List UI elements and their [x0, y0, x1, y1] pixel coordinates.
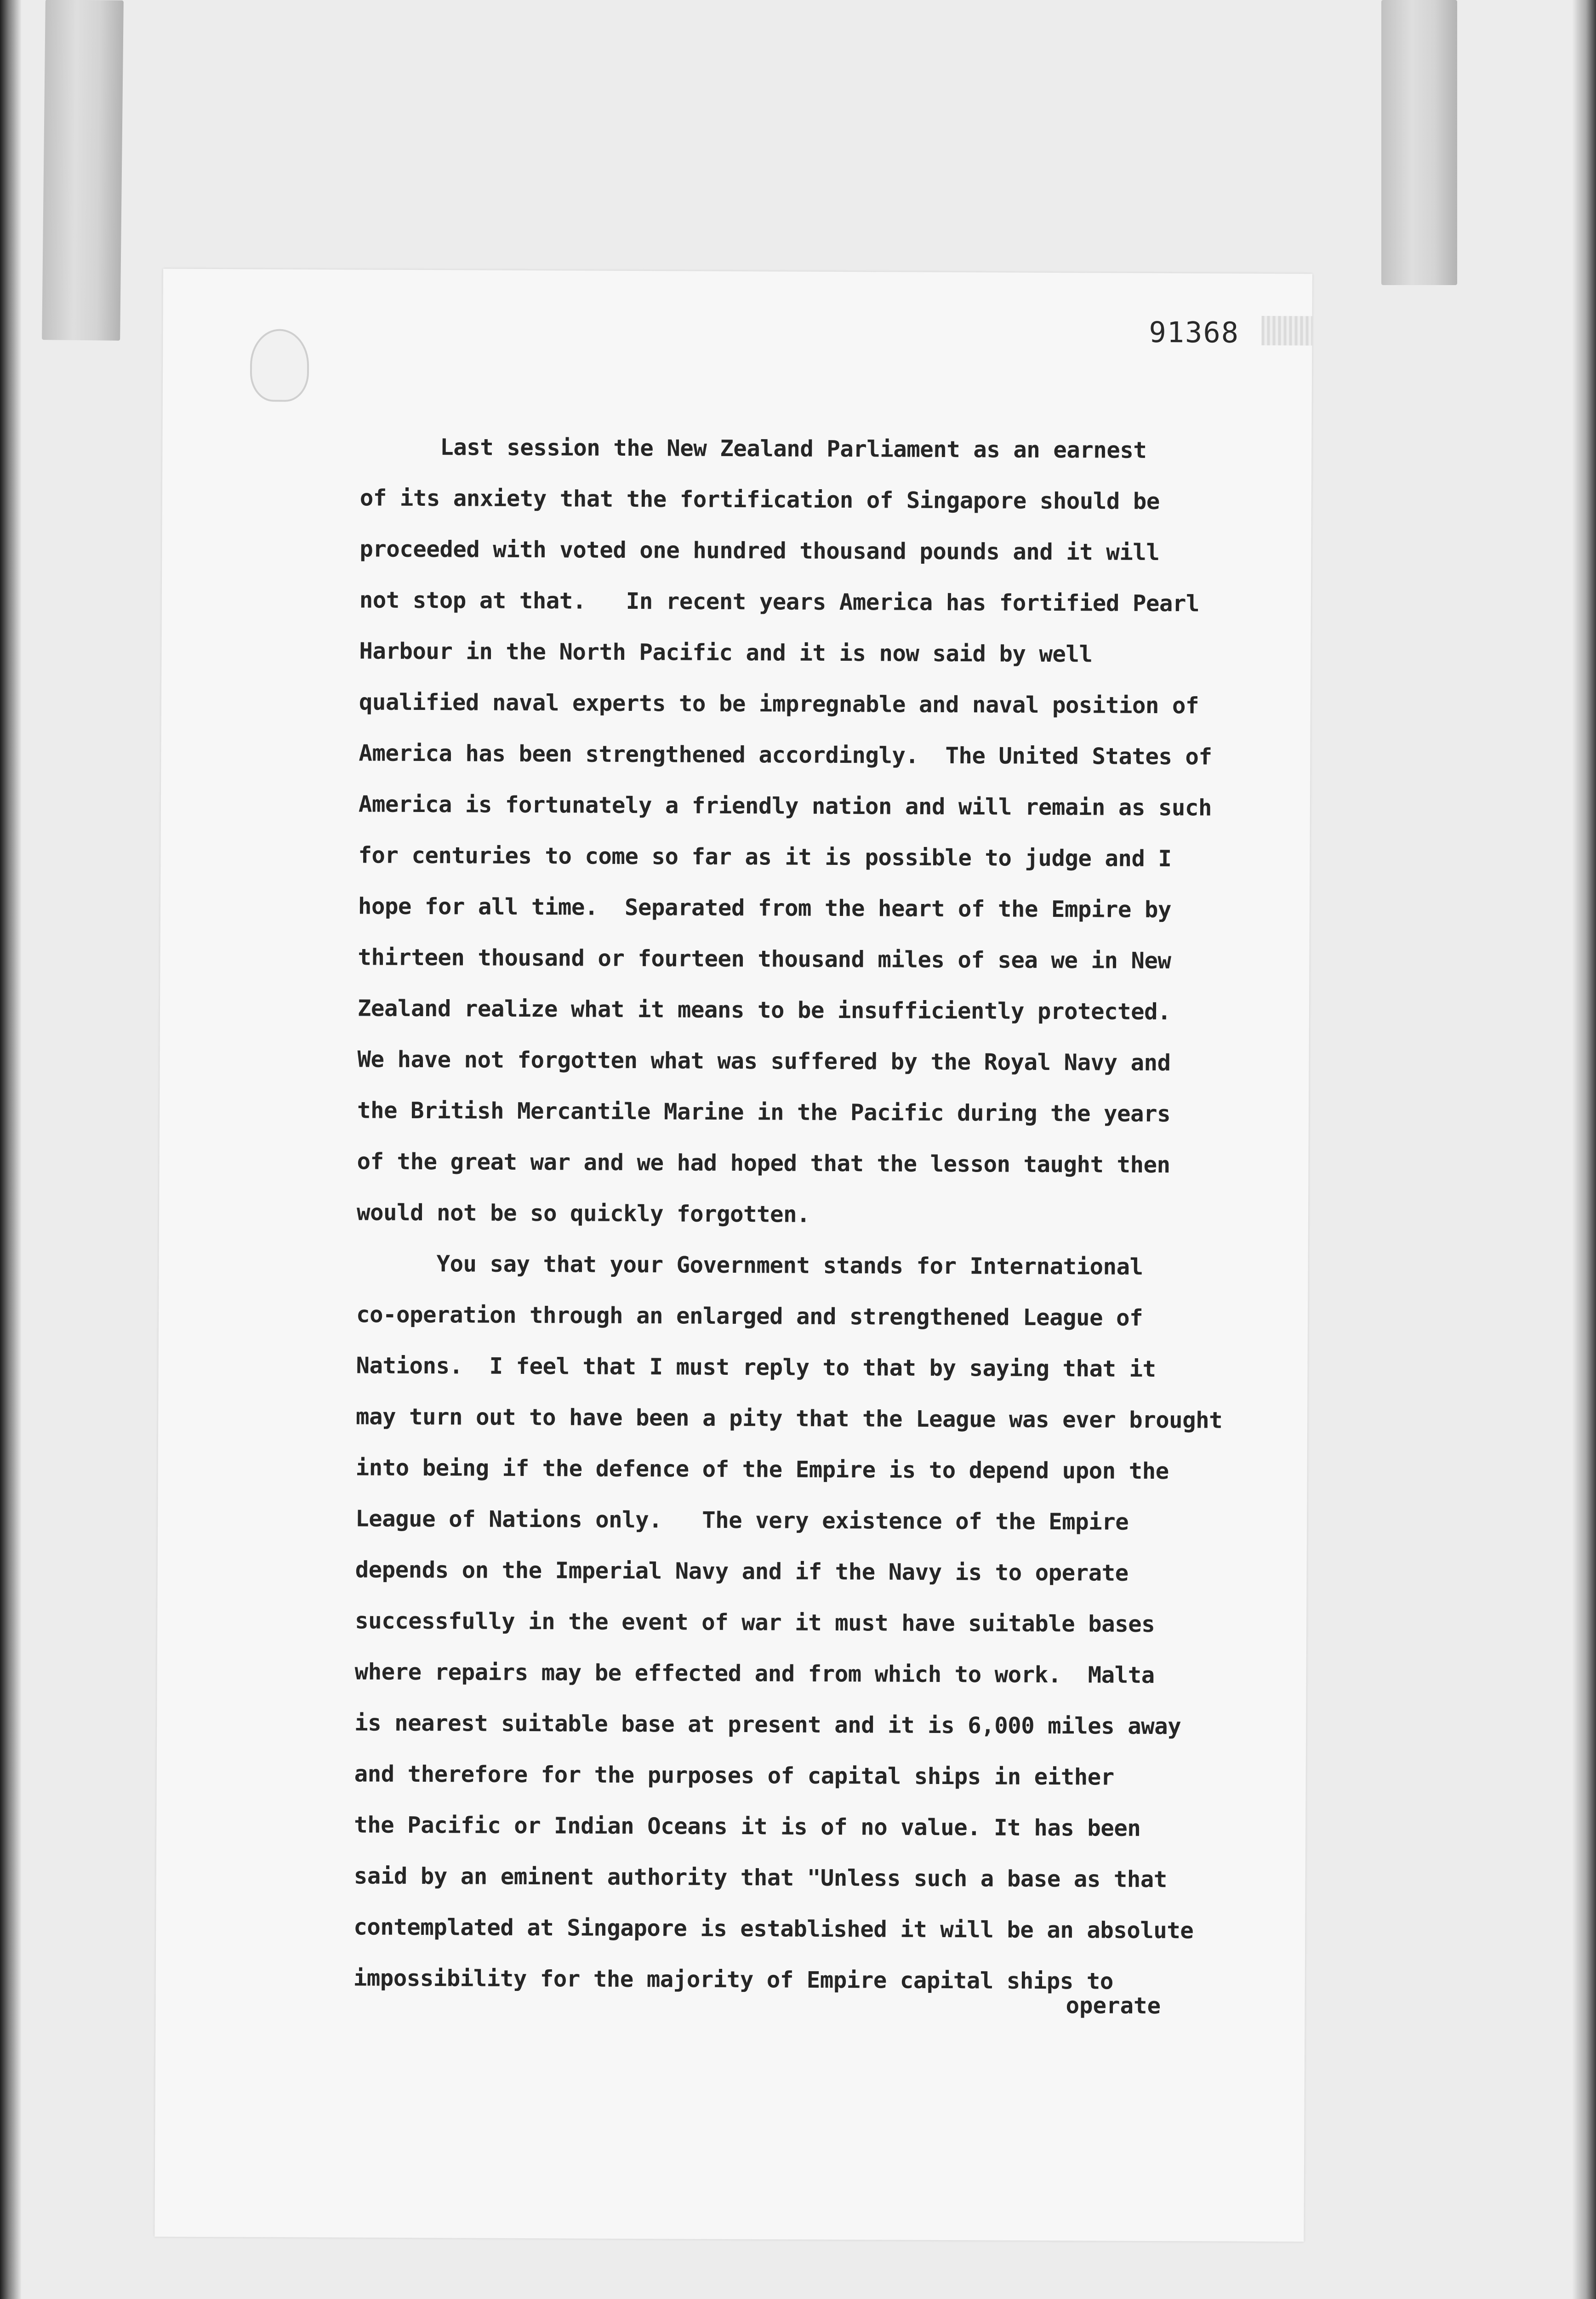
document-page: [154, 269, 1312, 2242]
text-line: You say that your Government stands for International: [356, 1250, 1143, 1280]
text-line: of its anxiety that the fortification of Singapore should be: [359, 485, 1160, 515]
text-line: proceeded with voted one hundred thousand pounds and it will: [359, 536, 1160, 566]
text-line: Zealand realize what it means to be insufficiently protected.: [357, 995, 1171, 1025]
text-line: the British Mercantile Marine in the Pacific during the years: [357, 1097, 1171, 1127]
catch-word: operate: [1066, 1992, 1161, 2019]
text-line: and therefore for the purposes of capital ships in either: [354, 1761, 1114, 1790]
punch-hole-mark: [250, 329, 309, 402]
text-line: is nearest suitable base at present and it is 6,000 miles away: [354, 1710, 1181, 1740]
letter-body: [353, 421, 1280, 2007]
tape-top-left: [42, 0, 124, 341]
text-line: League of Nations only. The very existence of the Empire: [355, 1505, 1129, 1535]
text-line: Nations. I feel that I must reply to that by saying that it: [356, 1352, 1156, 1382]
text-line: depends on the Imperial Navy and if the Navy is to operate: [355, 1556, 1129, 1586]
text-line: said by an eminent authority that "Unless such a base as that: [353, 1863, 1167, 1893]
text-line: for centuries to come so far as it is possible to judge and I: [358, 842, 1172, 872]
text-line: Harbour in the North Pacific and it is now said by well: [359, 638, 1093, 668]
text-line: into being if the defence of the Empire is to depend upon the: [355, 1454, 1169, 1485]
text-line: impossibility for the majority of Empire capital ships to: [353, 1965, 1113, 1995]
text-line: Last session the New Zealand Parliament as an earnest: [360, 434, 1147, 463]
page-number: 91368: [1149, 315, 1240, 349]
text-line: not stop at that. In recent years America has fortified Pearl: [359, 587, 1200, 617]
text-line: hope for all time. Separated from the heart of the Empire by: [358, 893, 1172, 923]
text-line: where repairs may be effected and from which to work. Malta: [354, 1658, 1155, 1688]
text-line: thirteen thousand or fourteen thousand miles of sea we in New: [358, 944, 1171, 974]
text-line: would not be so quickly forgotten.: [356, 1199, 810, 1228]
text-line: America is fortunately a friendly nation and will remain as such: [358, 791, 1212, 821]
text-line: We have not forgotten what was suffered by the Royal Navy and: [357, 1046, 1171, 1076]
text-line: may turn out to have been a pity that the League was ever brought: [355, 1403, 1223, 1434]
text-line: qualified naval experts to be impregnable and naval position of: [359, 689, 1199, 719]
text-line: successfully in the event of war it must have suitable bases: [355, 1607, 1155, 1637]
text-line: the Pacific or Indian Oceans it is of no value. It has been: [354, 1812, 1141, 1841]
text-line: co-operation through an enlarged and strengthened League of: [356, 1301, 1143, 1331]
page-number-stamp-mark: [1261, 316, 1312, 345]
text-line: America has been strengthened accordingly. The United States of: [359, 740, 1212, 770]
tape-top-right: [1381, 0, 1457, 285]
text-line: of the great war and we had hoped that the lesson taught then: [357, 1148, 1170, 1178]
text-line: contemplated at Singapore is established it will be an absolute: [353, 1914, 1194, 1944]
